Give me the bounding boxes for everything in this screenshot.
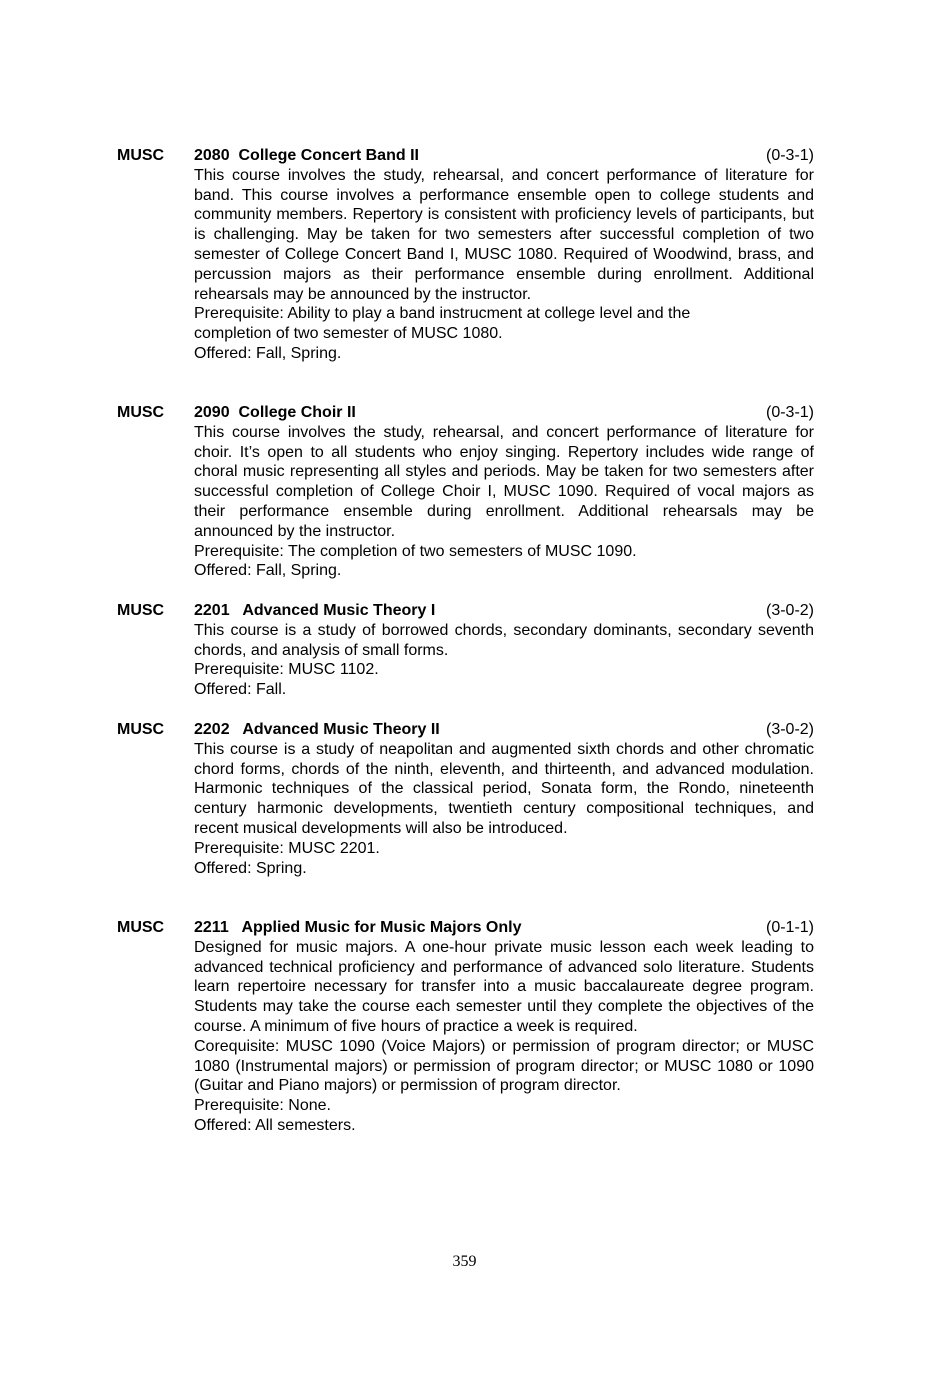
course-body xyxy=(194,166,814,364)
course-body xyxy=(194,938,814,1136)
course-offered: Offered: Fall, Spring. xyxy=(194,562,342,580)
course-entry-2211 xyxy=(117,918,814,1136)
course-entry-2080 xyxy=(117,146,814,364)
course-header xyxy=(194,720,814,740)
course-description: This course involves the study, rehearsal, and concert performance of literature for band. This course involves a performance ensemble open to college students and community members. Repertory is consistent with proficiency levels of participants, but is challenging. May be taken for two semesters after successful completion of two semester of College Concert Band I, MUSC 1080. Required of Woodwind, brass, and percussion majors as their performance ensemble during enrollment. Additional rehearsals may be announced by the instructor. xyxy=(194,166,814,303)
course-offered: Offered: Spring. xyxy=(194,859,307,877)
course-prerequisite: Prerequisite: MUSC 1102. xyxy=(194,661,379,679)
course-credits: (3-0-2) xyxy=(765,721,814,738)
course-number-title: 2201 Advanced Music Theory I xyxy=(194,602,436,619)
course-department: MUSC xyxy=(117,404,165,421)
course-entry-2090 xyxy=(117,403,814,581)
course-entry-2202 xyxy=(117,720,814,878)
course-entry-2201 xyxy=(117,601,814,700)
course-body xyxy=(194,423,814,581)
course-credits: (0-3-1) xyxy=(765,147,814,164)
course-body xyxy=(194,740,814,879)
course-prerequisite: Prerequisite: Ability to play a band instrucment at college level and the xyxy=(194,305,691,323)
course-prerequisite-continued: completion of two semester of MUSC 1080. xyxy=(194,325,503,343)
course-offered: Offered: Fall, Spring. xyxy=(194,344,342,362)
course-corequisite: Corequisite: MUSC 1090 (Voice Majors) or permission of program director; or MUSC 1080 (Instrumental majors) or permission of program director; or MUSC 1080 or 1090 (Guitar and Piano majors) or permission of program director. xyxy=(194,1037,814,1095)
course-credits: (3-0-2) xyxy=(765,602,814,619)
course-description: Designed for music majors. A one-hour private music lesson each week leading to advanced technical proficiency and performance of advanced solo literature. Students learn repertoire necessary for transfer into a music baccalaureate degree program. Students may take the course each semester until they complete the objectives of the course. A minimum of five hours of practice a week is required. xyxy=(194,938,814,1035)
course-prerequisite: Prerequisite: The completion of two semesters of MUSC 1090. xyxy=(194,542,637,560)
course-number-title: 2090 College Choir II xyxy=(194,404,356,421)
course-offered: Offered: All semesters. xyxy=(194,1116,356,1134)
course-number-title: 2202 Advanced Music Theory II xyxy=(194,721,440,738)
course-credits: (0-1-1) xyxy=(765,919,814,936)
course-description: This course is a study of borrowed chords, secondary dominants, secondary seventh chords, and analysis of small forms. xyxy=(194,621,814,659)
course-header xyxy=(194,918,814,938)
course-number-title: 2211 Applied Music for Music Majors Only xyxy=(194,919,522,936)
course-header xyxy=(194,601,814,621)
course-department: MUSC xyxy=(117,147,165,164)
course-department: MUSC xyxy=(117,919,165,936)
course-body xyxy=(194,621,814,700)
page-number: 359 xyxy=(452,1253,477,1270)
course-department: MUSC xyxy=(117,721,165,738)
course-credits: (0-3-1) xyxy=(765,404,814,421)
course-prerequisite: Prerequisite: MUSC 2201. xyxy=(194,839,380,857)
course-department: MUSC xyxy=(117,602,165,619)
course-header xyxy=(194,403,814,423)
course-prerequisite: Prerequisite: None. xyxy=(194,1097,331,1115)
course-header xyxy=(194,146,814,166)
course-offered: Offered: Fall. xyxy=(194,681,287,699)
course-number-title: 2080 College Concert Band II xyxy=(194,147,419,164)
course-description: This course involves the study, rehearsal, and concert performance of literature for choir. It’s open to all students who enjoy singing. Repertory includes wide range of choral music representing all styles and periods. May be taken for two semesters after successful completion of College Choir I, MUSC 1090. Required of vocal majors as their performance ensemble during enrollment. Additional rehearsals may be announced by the instructor. xyxy=(194,423,814,540)
course-description: This course is a study of neapolitan and augmented sixth chords and other chromatic chord forms, chords of the ninth, eleventh, and thirteenth, and advanced modulation. Harmonic techniques of the classical period, Sonata form, the Rondo, nineteenth century harmonic developments, twentieth century compositional techniques, and recent musical developments will also be introduced. xyxy=(194,740,814,837)
